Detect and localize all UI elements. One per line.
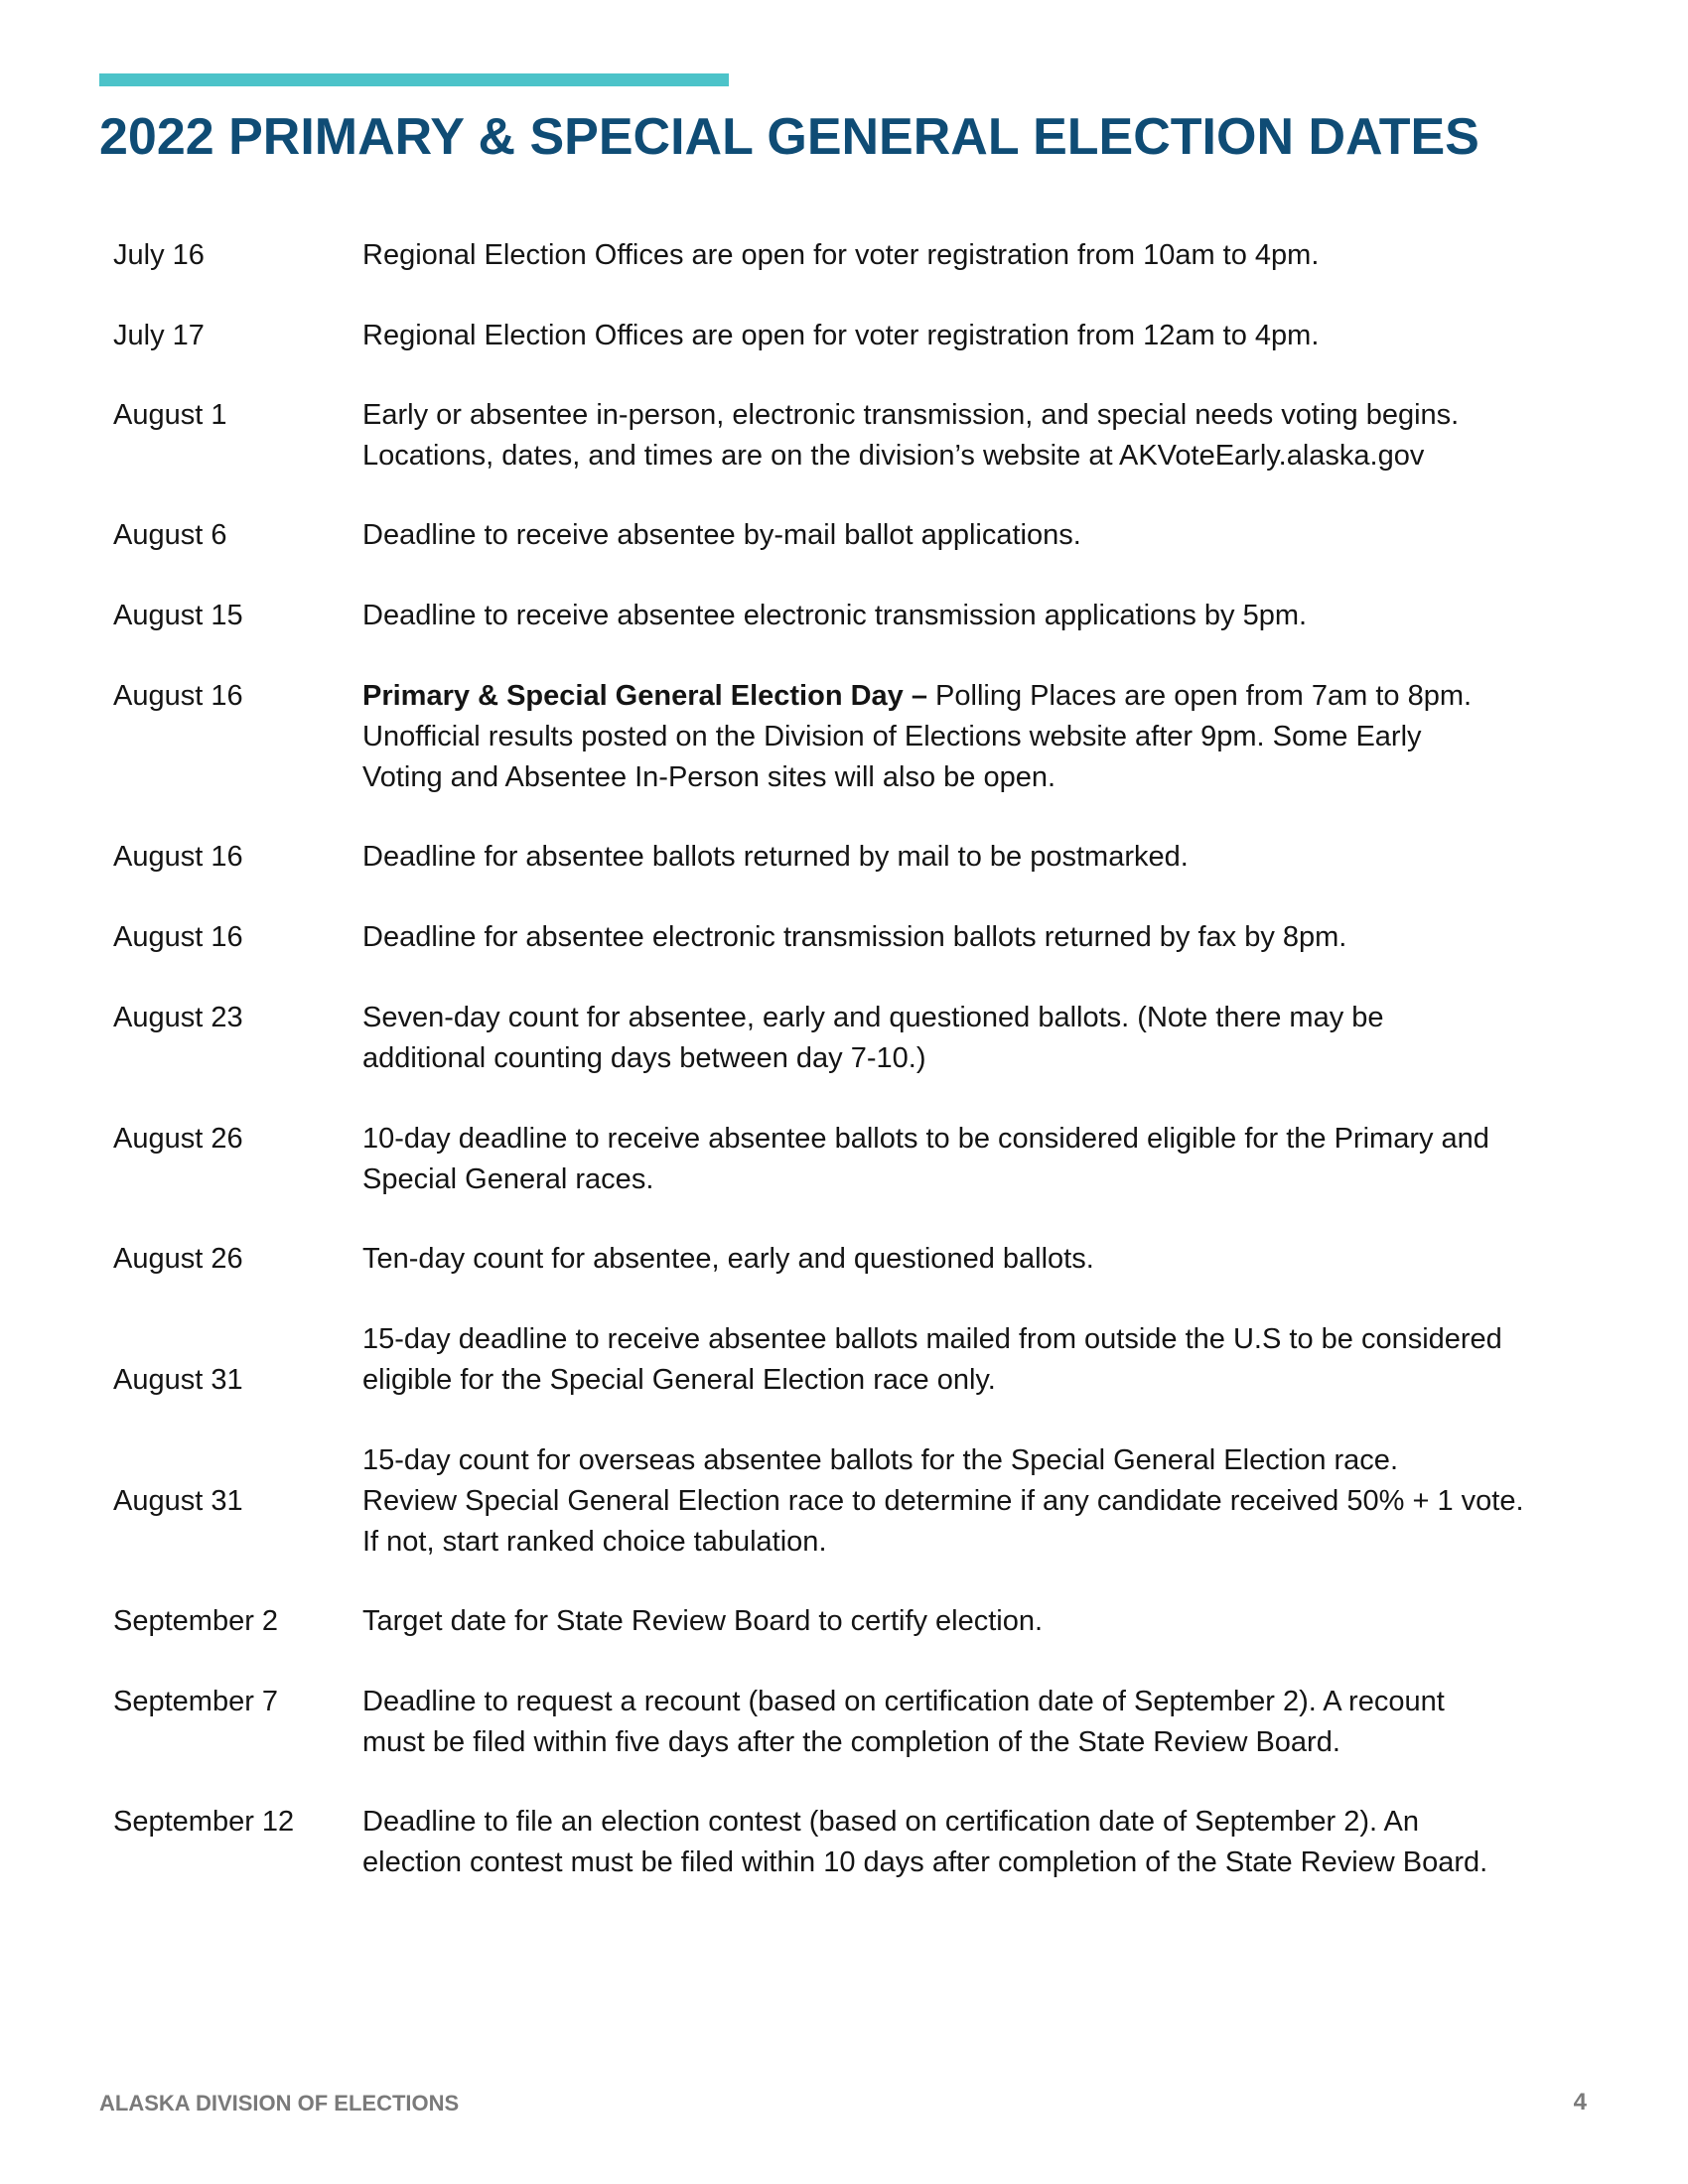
entry-description (362, 837, 1583, 878)
entry-line (362, 676, 1583, 717)
entry-line: eligible for the Special General Election race only. (362, 1364, 996, 1396)
entry-description (362, 998, 1583, 1079)
entry-line: Deadline to request a recount (based on certification date of September 2). A recount (362, 1686, 1445, 1717)
entry-line: 10-day deadline to receive absentee ballots to be considered eligible for the Primary and (362, 1123, 1489, 1155)
entry-date: July 17 (113, 320, 205, 351)
entry-line: Deadline to receive absentee electronic transmission applications by 5pm. (362, 600, 1308, 631)
date-entry (113, 998, 1583, 1079)
date-entry (113, 1239, 1583, 1280)
entry-description (362, 1802, 1583, 1883)
entry-description (362, 1239, 1583, 1280)
entry-description (362, 1119, 1583, 1200)
election-day-label: Primary & Special General Election Day – (362, 680, 927, 712)
entry-date: August 23 (113, 1002, 243, 1033)
entry-line: Deadline to file an election contest (based on certification date of September 2). An (362, 1806, 1419, 1838)
entry-description (362, 1601, 1583, 1642)
entry-date: July 16 (113, 239, 205, 271)
date-entry (113, 1319, 1583, 1401)
entry-description (362, 515, 1583, 556)
entry-description (362, 316, 1583, 356)
date-entry (113, 1802, 1583, 1883)
entry-line: Deadline to receive absentee by-mail ballot applications. (362, 519, 1081, 551)
entry-line: Voting and Absentee In-Person sites will also be open. (362, 761, 1056, 793)
entry-date: August 15 (113, 600, 243, 631)
date-entry (113, 316, 1583, 356)
entry-line: Regional Election Offices are open for voter registration from 12am to 4pm. (362, 320, 1320, 351)
entry-line: 15-day deadline to receive absentee ballots mailed from outside the U.S to be considered (362, 1323, 1502, 1355)
page-title: 2022 PRIMARY & SPECIAL GENERAL ELECTION DATES (99, 108, 1479, 166)
entry-line: Review Special General Election race to determine if any candidate received 50% + 1 vote. (362, 1485, 1524, 1517)
entry-line: election contest must be filed within 10 days after completion of the State Review Board. (362, 1846, 1488, 1878)
entry-date: September 12 (113, 1806, 295, 1838)
accent-bar (99, 73, 729, 86)
entry-date: August 26 (113, 1243, 243, 1275)
entry-description (362, 395, 1583, 477)
entry-date: August 16 (113, 921, 243, 953)
date-entry (113, 395, 1583, 477)
entry-line: additional counting days between day 7-10.) (362, 1042, 926, 1074)
entry-date: August 31 (113, 1485, 243, 1517)
date-entry (113, 676, 1583, 798)
page-number: 4 (1573, 2089, 1587, 2116)
entry-date: September 7 (113, 1686, 279, 1717)
entry-date: September 2 (113, 1605, 279, 1637)
entry-description (362, 1440, 1583, 1563)
date-entry (113, 917, 1583, 958)
entry-line: Target date for State Review Board to certify election. (362, 1605, 1044, 1637)
entry-date: August 1 (113, 399, 227, 431)
entry-line-rest: Polling Places are open from 7am to 8pm. (926, 680, 1473, 712)
entry-description (362, 235, 1583, 276)
entry-line: 15-day count for overseas absentee ballots for the Special General Election race. (362, 1444, 1398, 1476)
entry-line: Seven-day count for absentee, early and questioned ballots. (Note there may be (362, 1002, 1384, 1033)
entry-line: Unofficial results posted on the Division of Elections website after 9pm. Some Early (362, 721, 1422, 752)
date-entry (113, 1119, 1583, 1200)
date-entry (113, 515, 1583, 556)
entry-description (362, 1319, 1583, 1401)
entry-date: August 31 (113, 1364, 243, 1396)
entry-description (362, 917, 1583, 958)
entry-description (362, 1682, 1583, 1763)
entry-line: Special General races. (362, 1163, 654, 1195)
entry-line: Locations, dates, and times are on the division’s website at AKVoteEarly.alaska.gov (362, 440, 1425, 472)
entry-line: must be filed within five days after the completion of the State Review Board. (362, 1726, 1340, 1758)
entry-line: Early or absentee in-person, electronic transmission, and special needs voting begins. (362, 399, 1460, 431)
entry-date: August 26 (113, 1123, 243, 1155)
entry-line: Ten-day count for absentee, early and questioned ballots. (362, 1243, 1094, 1275)
entry-date: August 6 (113, 519, 227, 551)
date-entry (113, 1440, 1583, 1563)
date-entry (113, 235, 1583, 276)
entry-line: Deadline for absentee electronic transmission ballots returned by fax by 8pm. (362, 921, 1347, 953)
entry-line: Deadline for absentee ballots returned by mail to be postmarked. (362, 841, 1189, 873)
date-entry (113, 837, 1583, 878)
date-entry (113, 596, 1583, 636)
entry-description (362, 676, 1583, 798)
entry-date: August 16 (113, 680, 243, 712)
entry-line: If not, start ranked choice tabulation. (362, 1526, 827, 1558)
entry-date: August 16 (113, 841, 243, 873)
entry-description (362, 596, 1583, 636)
date-entry (113, 1682, 1583, 1763)
footer-organization: ALASKA DIVISION OF ELECTIONS (99, 2091, 460, 2116)
date-entry (113, 1601, 1583, 1642)
entry-line: Regional Election Offices are open for voter registration from 10am to 4pm. (362, 239, 1320, 271)
